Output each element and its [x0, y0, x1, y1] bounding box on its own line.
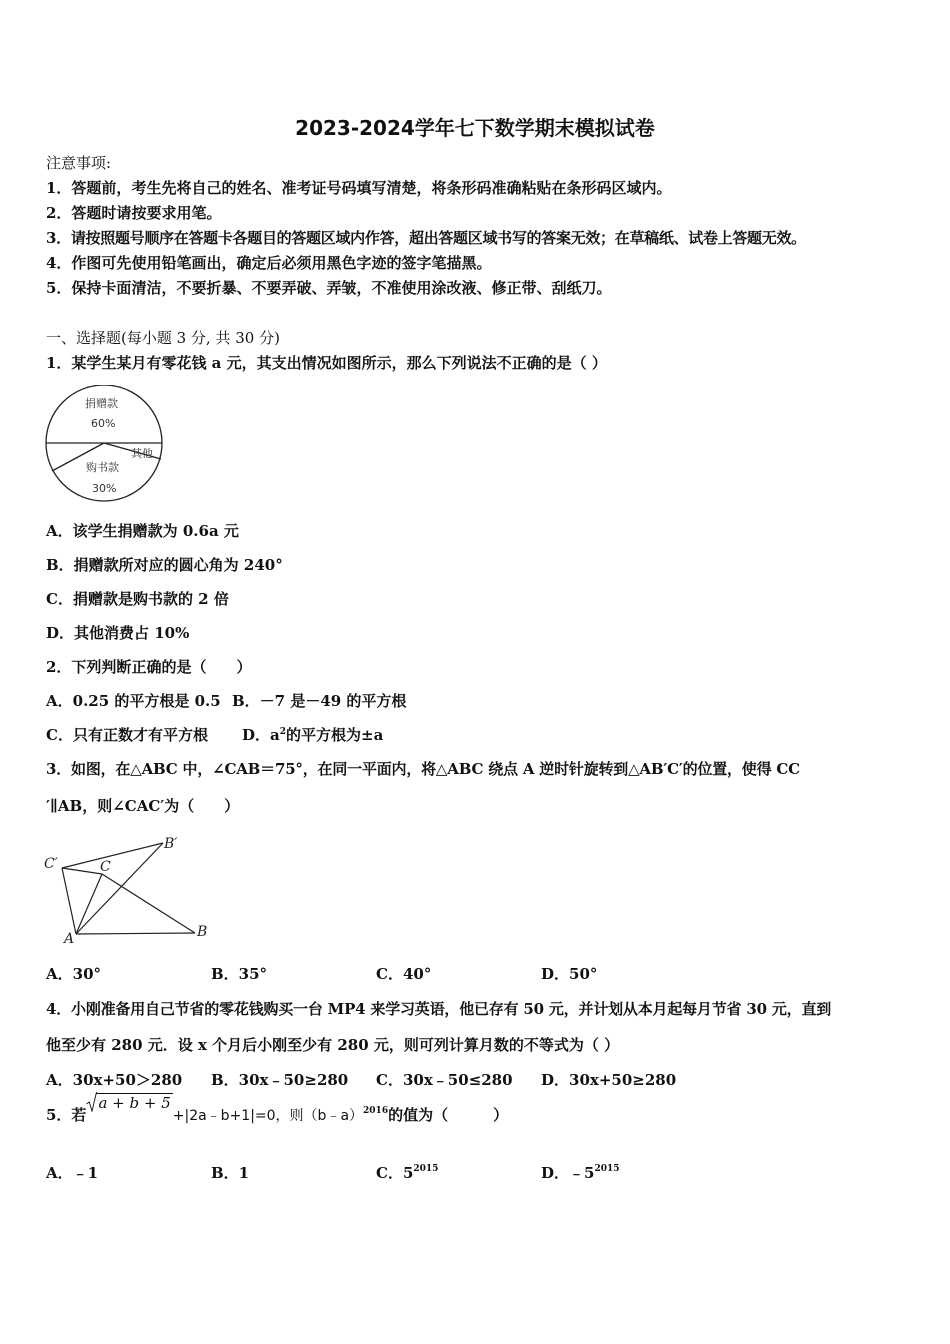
segment-c-prime-a — [62, 868, 76, 934]
pie-pct-donation: 60% — [91, 417, 116, 430]
segment-c-b — [102, 874, 195, 933]
q2-option-c: C．只有正数才有平方根 — [46, 726, 208, 744]
pie-label-donation: 捐赠款 — [85, 397, 118, 410]
q1-stem: 1．某学生某月有零花钱 a 元，其支出情况如图所示，那么下列说法不正确的是（ ） — [46, 354, 607, 372]
notice-item: 2．答题时请按要求用笔。 — [46, 204, 222, 222]
label-b: B — [197, 924, 208, 940]
segment-a-c — [76, 874, 102, 934]
q2-option-b: B．－7 是－49 的平方根 — [232, 692, 407, 710]
q4-option-c: C．30x﹣50≤280 — [376, 1071, 513, 1089]
page-title: 2023-2024学年七下数学期末模拟试卷 — [295, 116, 655, 140]
q5-option-c: C．$5^{2015}$ — [376, 1164, 439, 1182]
q4-option-b: B．30x﹣50≥280 — [211, 1071, 349, 1089]
segment-a-b-prime — [76, 843, 163, 934]
pie-pct-books: 30% — [92, 482, 117, 495]
q4-option-a: A．30x+50＞280 — [46, 1071, 183, 1089]
pie-label-books: 购书款 — [86, 461, 119, 474]
q3-option-c: C．40° — [376, 965, 432, 983]
q2-option-d: D．$a^2$的平方根为±a — [242, 726, 384, 744]
q1-option-b: B．捐赠款所对应的圆心角为 240° — [46, 556, 283, 574]
label-b-prime: B′ — [164, 836, 178, 852]
notice-item: 1．答题前，考生先将自己的姓名、准考证号码填写清楚，将条形码准确粘贴在条形码区域内。 — [46, 179, 672, 197]
q1-option-a: A．该学生捐赠款为 0.6a 元 — [46, 522, 239, 540]
q1-option-c: C．捐赠款是购书款的 2 倍 — [46, 590, 229, 608]
notice-item: 5．保持卡面清洁，不要折暴、不要弄破、弄皱，不准使用涂改液、修正带、刮纸刀。 — [46, 279, 612, 297]
segment-c-prime-b-prime — [62, 843, 163, 868]
q3-triangle-figure — [40, 830, 215, 945]
label-c: C — [100, 859, 111, 875]
q3-option-d: D．50° — [541, 965, 598, 983]
q3-stem: 3．如图，在△ABC 中，∠CAB＝75°，在同一平面内，将△ABC 绕点 A 逆时针旋转到△AB′C′的位置，使得 CC — [46, 760, 800, 778]
q5-stem: 5．若 a + b + 5+|2a﹣b+1|=0，则（b﹣a）$^{2016}$的值为（ ） — [46, 1094, 509, 1124]
pie-label-other: 其他 — [131, 447, 153, 460]
segment-a-b — [76, 933, 195, 934]
notice-heading: 注意事项: — [46, 154, 112, 172]
q5-option-b: B．1 — [211, 1164, 250, 1182]
q2-stem: 2．下列判断正确的是（ ） — [46, 658, 252, 676]
q1-option-d: D．其他消费占 10% — [46, 624, 190, 642]
q4-stem: 4．小刚准备用自己节省的零花钱购买一台 MP4 来学习英语，他已存有 50 元，并计划从本月起每月节省 30 元，直到 — [46, 1000, 832, 1018]
segment-c-prime-c — [62, 868, 102, 874]
q5-option-a: A．﹣1 — [46, 1164, 99, 1182]
q3-option-b: B．35° — [211, 965, 268, 983]
label-a: A — [64, 931, 75, 945]
notice-item: 4．作图可先使用铅笔画出，确定后必须用黑色字迹的签字笔描黑。 — [46, 254, 492, 272]
q3-stem-cont: ′∥AB，则∠CAC′为（ ） — [46, 797, 240, 815]
label-c-prime: C′ — [44, 856, 58, 872]
q4-option-d: D．30x+50≥280 — [541, 1071, 677, 1089]
q2-option-a: A．0.25 的平方根是 0.5 — [46, 692, 221, 710]
q3-option-a: A．30° — [46, 965, 102, 983]
q1-pie-chart — [40, 385, 170, 505]
q4-stem-cont: 他至少有 280 元．设 x 个月后小刚至少有 280 元，则可列计算月数的不等式为（ ） — [46, 1036, 620, 1054]
section-heading: 一、选择题(每小题 3 分, 共 30 分) — [46, 329, 280, 347]
notice-item: 3．请按照题号顺序在答题卡各题目的答题区域内作答，超出答题区域书写的答案无效；在草稿纸、试卷上答题无效。 — [46, 229, 806, 247]
q5-option-d: D．$﹣5^{2015}$ — [541, 1164, 620, 1182]
q5-sqrt-expression: a + b + 5 — [86, 1092, 172, 1112]
